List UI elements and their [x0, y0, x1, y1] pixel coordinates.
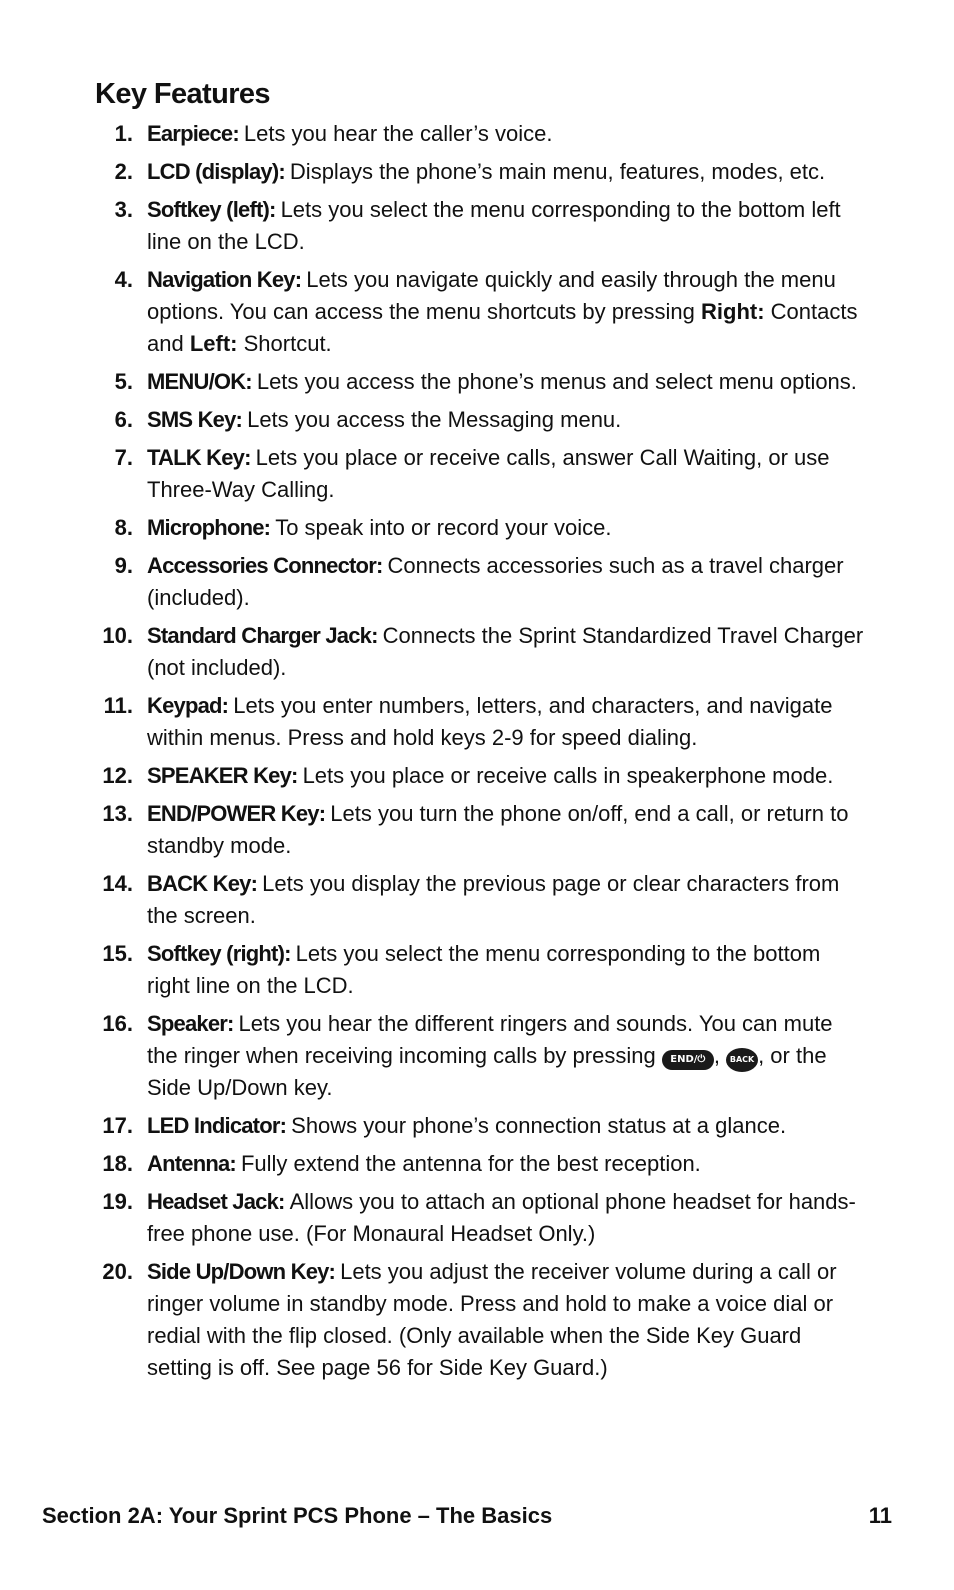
item-term: Earpiece: [147, 121, 239, 146]
item-term: Navigation Key: [147, 267, 302, 292]
right-direction-label: Right: [701, 299, 765, 324]
item-number: 10. [102, 623, 133, 648]
page-number: 11 [868, 1503, 892, 1528]
feature-item-microphone [0, 512, 954, 544]
item-description: Lets you display the previous page or clear characters from the screen. [147, 871, 840, 928]
item-description: Shows your phone’s connection status at a glance. [291, 1113, 787, 1138]
item-description: Lets you access the phone’s menus and select menu options. [256, 369, 857, 394]
item-term: Softkey (left): [147, 197, 276, 222]
item-term: SMS Key: [147, 407, 243, 432]
feature-item-sms-key [0, 404, 954, 436]
item-term: Accessories Connector: [147, 553, 383, 578]
item-number: 8. [114, 515, 133, 540]
feature-item-navigation-key [0, 264, 954, 360]
feature-item-led-indicator [0, 1110, 954, 1142]
feature-item-end-power-key [0, 798, 954, 862]
item-term: TALK Key: [147, 445, 251, 470]
item-term: SPEAKER Key: [147, 763, 298, 788]
item-term: Standard Charger Jack: [147, 623, 378, 648]
key-separator: , [713, 1043, 720, 1068]
item-description: Lets you adjust the receiver volume during a call or ringer volume in standby mode. Press and hold to make a voice dial or redial with the flip closed. (Only available when the Side Key Guard setting is off. See page 56 for Side Key Guard.) [147, 1259, 837, 1380]
item-term: Speaker: [147, 1011, 234, 1036]
feature-item-softkey-right [0, 938, 954, 1002]
feature-item-accessories-connector [0, 550, 954, 614]
footer-section-title: Section 2A: Your Sprint PCS Phone – The Basics [42, 1503, 553, 1528]
item-description: Lets you access the Messaging menu. [247, 407, 622, 432]
feature-item-headset-jack [0, 1186, 954, 1250]
feature-item-speaker [0, 1008, 954, 1104]
item-number: 11. [103, 693, 133, 718]
item-description: Connects accessories such as a travel charger (included). [147, 553, 844, 610]
feature-item-lcd-display [0, 156, 954, 188]
page-title: Key Features [95, 78, 270, 110]
item-number: 18. [102, 1151, 133, 1176]
item-description: Lets you turn the phone on/off, end a call, or return to standby mode. [147, 801, 849, 858]
item-number: 19. [102, 1189, 133, 1214]
feature-item-speaker-key [0, 760, 954, 792]
item-term: Keypad: [147, 693, 229, 718]
feature-item-softkey-left [0, 194, 954, 258]
item-description: Lets you place or receive calls, answer Call Waiting, or use Three-Way Calling. [147, 445, 830, 502]
left-direction-label: Left: [189, 331, 238, 356]
item-number: 13. [102, 801, 133, 826]
item-number: 17. [102, 1113, 133, 1138]
item-term: Headset Jack: [147, 1189, 285, 1214]
feature-item-menu-ok [0, 366, 954, 398]
item-number: 15. [102, 941, 133, 966]
item-term: Microphone: [147, 515, 271, 540]
left-direction-text: Shortcut. [243, 331, 332, 356]
item-number: 5. [114, 369, 133, 394]
feature-item-antenna [0, 1148, 954, 1180]
item-number: 1. [114, 121, 133, 146]
item-description: Connects the Sprint Standardized Travel Charger (not included). [147, 623, 864, 680]
item-number: 9. [114, 553, 133, 578]
item-number: 4. [114, 267, 133, 292]
key-features-list [0, 118, 954, 1390]
item-term: END/POWER Key: [147, 801, 326, 826]
right-direction-text: Contacts and [147, 299, 858, 356]
item-number: 7. [114, 445, 133, 470]
item-term: LCD (display): [147, 159, 285, 184]
feature-item-back-key [0, 868, 954, 932]
item-description: Allows you to attach an optional phone headset for hands-free phone use. (For Monaural Headset Only.) [147, 1189, 856, 1246]
item-number: 2. [114, 159, 133, 184]
item-description: To speak into or record your voice. [275, 515, 612, 540]
item-description: Lets you hear the different ringers and sounds. You can mute the ringer when receiving incoming calls by pressing [147, 1011, 833, 1068]
item-description: Displays the phone’s main menu, features, modes, etc. [289, 159, 826, 184]
end-power-key-icon: END/⏻ [662, 1050, 714, 1070]
item-term: BACK Key: [147, 871, 258, 896]
item-term: Softkey (right): [147, 941, 291, 966]
item-description: Lets you select the menu corresponding to the bottom right line on the LCD. [147, 941, 821, 998]
item-description: Lets you navigate quickly and easily through the menu options. You can access the menu shortcuts by pressing [147, 267, 836, 324]
item-term: Side Up/Down Key: [147, 1259, 336, 1284]
item-term: Antenna: [147, 1151, 236, 1176]
item-number: 6. [114, 407, 133, 432]
feature-item-standard-charger-jack [0, 620, 954, 684]
feature-item-talk-key [0, 442, 954, 506]
item-description: Lets you hear the caller’s voice. [243, 121, 553, 146]
item-term: LED Indicator: [147, 1113, 287, 1138]
item-description-tail: , or the Side Up/Down key. [147, 1043, 827, 1100]
item-number: 16. [102, 1011, 133, 1036]
item-number: 20. [102, 1259, 133, 1284]
item-description: Lets you select the menu corresponding to the bottom left line on the LCD. [147, 197, 841, 254]
item-number: 3. [114, 197, 133, 222]
item-number: 14. [102, 871, 133, 896]
feature-item-keypad [0, 690, 954, 754]
feature-item-side-up-down-key [0, 1256, 954, 1384]
back-key-icon: BACK [726, 1048, 758, 1072]
item-description: Lets you place or receive calls in speakerphone mode. [302, 763, 834, 788]
item-description: Fully extend the antenna for the best reception. [240, 1151, 701, 1176]
feature-item-earpiece [0, 118, 954, 150]
item-number: 12. [102, 763, 133, 788]
item-description: Lets you enter numbers, letters, and characters, and navigate within menus. Press and hold keys 2-9 for speed dialing. [147, 693, 833, 750]
item-term: MENU/OK: [147, 369, 252, 394]
